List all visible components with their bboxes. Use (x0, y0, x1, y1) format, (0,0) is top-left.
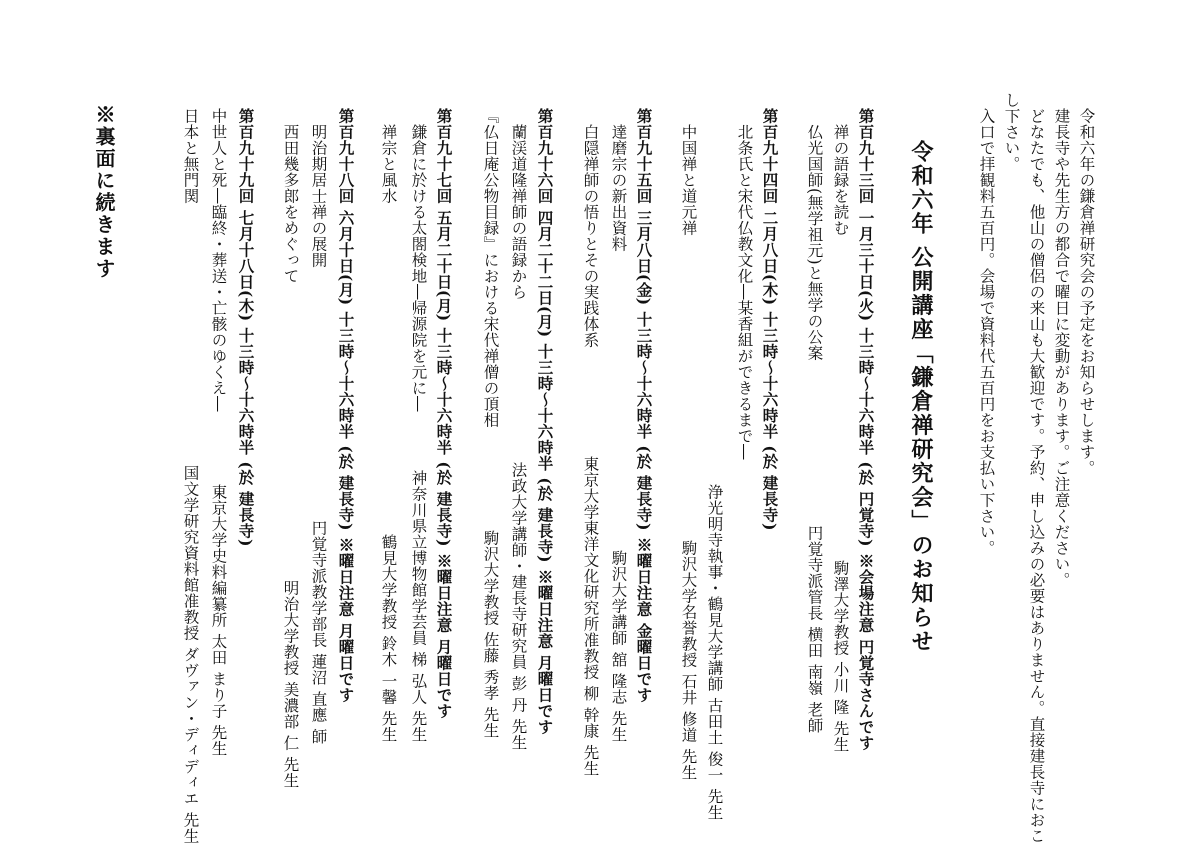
intro-line-2: 建長寺や先生方の都合で曜日に変動があります。ご注意ください。 (1052, 108, 1071, 588)
lecture-speaker: 円覚寺派教学部長 蓮沼 直應 師 (309, 520, 328, 745)
session-header-195: 第百九十五回 三月八日(金) 十三時～十六時半 (於 建長寺) ※曜日注意 金曜日です (634, 108, 654, 703)
lecture-topic: 白隠禅師の悟りとその実践体系 (581, 124, 600, 348)
lecture-topic: 鎌倉に於ける太閤検地―帰源院を元に― (409, 124, 428, 412)
lecture-speaker: 円覚寺派管長 横田 南嶺 老師 (805, 525, 824, 734)
lecture-speaker: 鶴見大学教授 鈴木 一馨 先生 (379, 534, 398, 743)
lecture-speaker: 東京大学東洋文化研究所准教授 柳 幹康 先生 (581, 456, 600, 777)
continued-note: ※裏面に続きます (92, 104, 116, 280)
lecture-topic: 中世人と死―臨終・葬送・亡骸のゆくえ― (209, 108, 228, 412)
lecture-speaker: 浄光明寺執事・鶴見大学講師 古田土 俊一 先生 (705, 484, 724, 821)
lecture-speaker: 駒沢大学名誉教授 石井 修道 先生 (679, 540, 698, 781)
lecture-speaker: 駒沢大学教授 佐藤 秀孝 先生 (481, 530, 500, 739)
session-header-198: 第百九十八回 六月十日(月) 十三時～十六時半 (於 建長寺) ※曜日注意 月曜日です (336, 108, 356, 703)
lecture-speaker: 駒沢大学講師 舘 隆志 先生 (609, 550, 628, 743)
lecture-speaker: 駒澤大学教授 小川 隆 先生 (831, 560, 850, 753)
lecture-speaker: 東京大学史料編纂所 太田 まり子 先生 (209, 484, 228, 757)
lecture-speaker: 法政大学講師・建長寺研究員 彭 丹 先生 (509, 462, 528, 751)
lecture-topic: 西田幾多郎をめぐって (281, 124, 300, 284)
lecture-topic: 仏光国師(無学祖元)と無学の公案 (805, 124, 824, 362)
intro-line-4: し下さい。 (1002, 92, 1021, 172)
session-header-199: 第百九十九回 七月十八日(木) 十三時～十六時半 (於 建長寺) (236, 108, 256, 547)
intro-line-5: 入口で拝観料五百円。会場で資料代五百円をお支払い下さい。 (977, 108, 996, 556)
lecture-topic: 禅の語録を読む (831, 124, 850, 236)
lecture-topic: 日本と無門関 (181, 108, 200, 204)
session-header-196: 第百九十六回 四月二十二日(月) 十三時～十六時半 (於 建長寺) ※曜日注意 月曜日です (535, 108, 555, 735)
lecture-topic: 明治期居士禅の展開 (309, 124, 328, 268)
lecture-topic: 達磨宗の新出資料 (609, 124, 628, 252)
lecture-topic: 蘭渓道隆禅師の語録から (509, 124, 528, 300)
lecture-topic: 『仏日庵公物目録』における宋代禅僧の頂相 (481, 108, 500, 428)
lecture-speaker: 国文学研究資料館准教授 ダヴァン・ディディエ 先生 (181, 465, 200, 844)
lecture-topic: 北条氏と宋代仏教文化―某香組ができるまで― (735, 124, 754, 460)
intro-line-3: どなたでも、他山の僧侶の来山も大歓迎です。予約、申し込みの必要はありません。直接建長寺におこ (1027, 108, 1046, 844)
lecture-speaker: 神奈川県立博物館学芸員 梯 弘人 先生 (409, 470, 428, 743)
page-title: 令和六年 公開講座「鎌倉禅研究会」のお知らせ (908, 140, 934, 654)
session-header-194: 第百九十四回 二月八日(木) 十三時～十六時半 (於 建長寺) (760, 108, 780, 531)
session-header-197: 第百九十七回 五月二十日(月) 十三時～十六時半 (於 建長寺) ※曜日注意 月曜日です (434, 108, 454, 719)
lecture-speaker: 明治大学教授 美濃部 仁 先生 (281, 580, 300, 789)
lecture-topic: 中国禅と道元禅 (679, 124, 698, 236)
lecture-topic: 禅宗と風水 (379, 124, 398, 204)
session-header-193: 第百九十三回 一月三十日(火) 十三時～十六時半 (於 円覚寺) ※会場注意 円覚寺さんです (856, 108, 876, 751)
intro-line-1: 令和六年の鎌倉禅研究会の予定をお知らせします。 (1077, 108, 1096, 476)
